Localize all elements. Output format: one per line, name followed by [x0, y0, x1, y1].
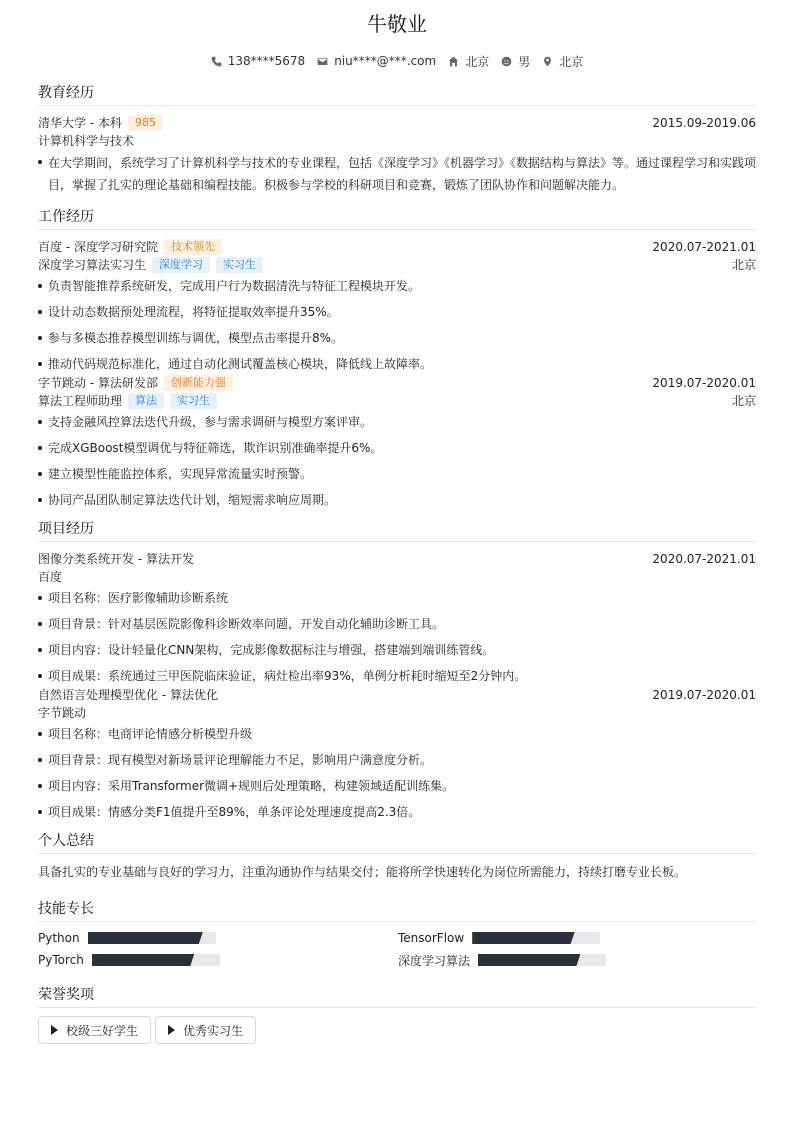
role-name: 深度学习算法实习生	[38, 258, 147, 272]
contact-phone	[211, 54, 305, 68]
education-section	[38, 84, 756, 196]
location-icon	[542, 56, 553, 67]
resume-page	[38, 0, 756, 1044]
honors-section	[38, 986, 756, 1044]
skill-bar-fill	[472, 932, 574, 944]
section-title-skills: 技能专长	[38, 900, 756, 922]
work-bullets	[38, 276, 756, 374]
education-date: 2015.09-2019.06	[652, 116, 756, 130]
project-header	[38, 550, 756, 568]
work-section	[38, 208, 756, 510]
work-date: 2020.07-2021.01	[652, 240, 756, 254]
skill-bar-fill	[92, 954, 194, 966]
company-tag: 技术领先	[164, 239, 222, 255]
location-text: 北京	[559, 54, 584, 69]
project-bullets	[38, 724, 756, 822]
role-tag: 算法	[128, 393, 164, 409]
skill-bar-fill	[478, 954, 580, 966]
list-item: 推动代码规范标准化，通过自动化测试覆盖核心模块，降低线上故障率。	[38, 354, 756, 374]
list-item: 协同产品团队制定算法迭代计划，缩短需求响应周期。	[38, 490, 756, 510]
list-item: 完成XGBoost模型调优与特征筛选，欺诈识别准确率提升6%。	[38, 438, 756, 458]
skill-item	[38, 930, 398, 946]
section-title-honors: 荣誉奖项	[38, 986, 756, 1008]
honor-badge	[155, 1016, 256, 1044]
project-title: 自然语言处理模型优化 - 算法优化	[38, 688, 218, 702]
list-item: 项目内容：采用Transformer微调+规则后处理策略，构建领域适配训练集。	[38, 776, 756, 796]
education-bullets	[38, 152, 756, 196]
list-item: 项目成果：情感分类F1值提升至89%，单条评论处理速度提高2.3倍。	[38, 802, 756, 822]
project-entry	[38, 686, 756, 822]
work-role-row	[38, 392, 756, 410]
skill-item	[398, 930, 756, 946]
project-org: 字节跳动	[38, 706, 87, 720]
project-date: 2019.07-2020.01	[652, 688, 756, 702]
phone-text: 138****5678	[227, 54, 306, 68]
honors-list	[38, 1016, 756, 1044]
company-tag: 创新能力强	[164, 375, 233, 391]
project-org: 百度	[38, 570, 63, 584]
mail-icon	[317, 56, 328, 67]
skill-bar	[472, 932, 600, 944]
list-item: 项目名称：电商评论情感分析模型升级	[38, 724, 756, 744]
triangle-right-icon	[168, 1025, 175, 1035]
honor-label: 校级三好学生	[66, 1023, 139, 1038]
contact-gender	[501, 53, 530, 70]
education-major: 计算机科学与技术	[38, 134, 135, 148]
list-item: 支持金融风控算法迭代升级，参与需求调研与模型方案评审。	[38, 412, 756, 432]
school-tag: 985	[128, 115, 163, 131]
hometown-text: 北京	[465, 54, 490, 69]
summary-text: 具备扎实的专业基础与良好的学习力，注重沟通协作与结果交付；能将所学快速转化为岗位所需能力，持续打磨专业长板。	[38, 865, 687, 879]
list-item: 建立模型性能监控体系，实现异常流量实时预警。	[38, 464, 756, 484]
skill-item	[38, 952, 398, 968]
contact-bar	[38, 52, 756, 70]
honor-label: 优秀实习生	[183, 1023, 244, 1038]
project-bullets	[38, 588, 756, 686]
skill-name: 深度学习算法	[398, 953, 471, 968]
school-name: 清华大学 - 本科	[38, 116, 122, 130]
list-item: 项目名称：医疗影像辅助诊断系统	[38, 588, 756, 608]
role-tag: 实习生	[170, 393, 217, 409]
list-item: 项目成果：系统通过三甲医院临床验证，病灶检出率93%，单例分析耗时缩短至2分钟内。	[38, 666, 756, 686]
work-date: 2019.07-2020.01	[652, 376, 756, 390]
list-item: 负责智能推荐系统研发，完成用户行为数据清洗与特征工程模块开发。	[38, 276, 756, 296]
work-header	[38, 238, 756, 256]
contact-location	[542, 53, 583, 70]
list-item: 项目背景：针对基层医院影像科诊断效率问题，开发自动化辅助诊断工具。	[38, 614, 756, 634]
skill-bar	[478, 954, 606, 966]
company-name: 字节跳动 - 算法研发部	[38, 376, 158, 390]
company-name: 百度 - 深度学习研究院	[38, 240, 158, 254]
work-entry	[38, 374, 756, 510]
list-item: 项目内容：设计轻量化CNN架构，完成影像数据标注与增强，搭建端到端训练管线。	[38, 640, 756, 660]
section-title-education: 教育经历	[38, 84, 756, 106]
section-title-summary: 个人总结	[38, 832, 756, 854]
honor-badge	[38, 1016, 151, 1044]
project-title: 图像分类系统开发 - 算法开发	[38, 552, 194, 566]
project-header	[38, 686, 756, 704]
project-entry	[38, 550, 756, 686]
contact-hometown	[448, 53, 489, 70]
skill-item	[398, 952, 756, 968]
skill-name: Python	[38, 931, 80, 945]
gender-text: 男	[518, 54, 531, 69]
projects-section	[38, 520, 756, 822]
skill-name: PyTorch	[38, 953, 84, 967]
list-item: 项目背景：现有模型对新场景评论理解能力不足，影响用户满意度分析。	[38, 750, 756, 770]
role-tag: 深度学习	[152, 257, 210, 273]
skill-bar	[88, 932, 216, 944]
work-bullets	[38, 412, 756, 510]
section-title-work: 工作经历	[38, 208, 756, 230]
role-name: 算法工程师助理	[38, 394, 123, 408]
email-text: niu****@***.com	[334, 54, 437, 68]
skills-grid	[38, 930, 756, 968]
work-city: 北京	[731, 394, 756, 408]
work-entry	[38, 238, 756, 374]
summary-section	[38, 832, 756, 882]
work-city: 北京	[731, 258, 756, 272]
triangle-right-icon	[51, 1025, 58, 1035]
list-item: 参与多模态推荐模型训练与调优，模型点击率提升8%。	[38, 328, 756, 348]
gender-icon	[501, 56, 512, 67]
section-title-projects: 项目经历	[38, 520, 756, 542]
candidate-name: 牛敬业	[367, 12, 427, 36]
work-role-row	[38, 256, 756, 274]
list-item: 在大学期间，系统学习了计算机科学与技术的专业课程，包括《深度学习》《机器学习》《数据结构与算法》等。通过课程学习和实践项目，掌握了扎实的理论基础和编程技能。积极参与学校的科研项目和竞赛，锻炼了团队协作和问题解决能力。	[38, 152, 756, 196]
phone-icon	[211, 56, 222, 67]
role-tag: 实习生	[216, 257, 263, 273]
contact-email	[317, 54, 436, 68]
skill-name: TensorFlow	[398, 931, 465, 945]
home-icon	[448, 56, 459, 67]
work-header	[38, 374, 756, 392]
project-date: 2020.07-2021.01	[652, 552, 756, 566]
skill-bar	[92, 954, 220, 966]
education-header	[38, 114, 756, 132]
skills-section	[38, 900, 756, 968]
skill-bar-fill	[88, 932, 203, 944]
list-item: 设计动态数据预处理流程，将特征提取效率提升35%。	[38, 302, 756, 322]
